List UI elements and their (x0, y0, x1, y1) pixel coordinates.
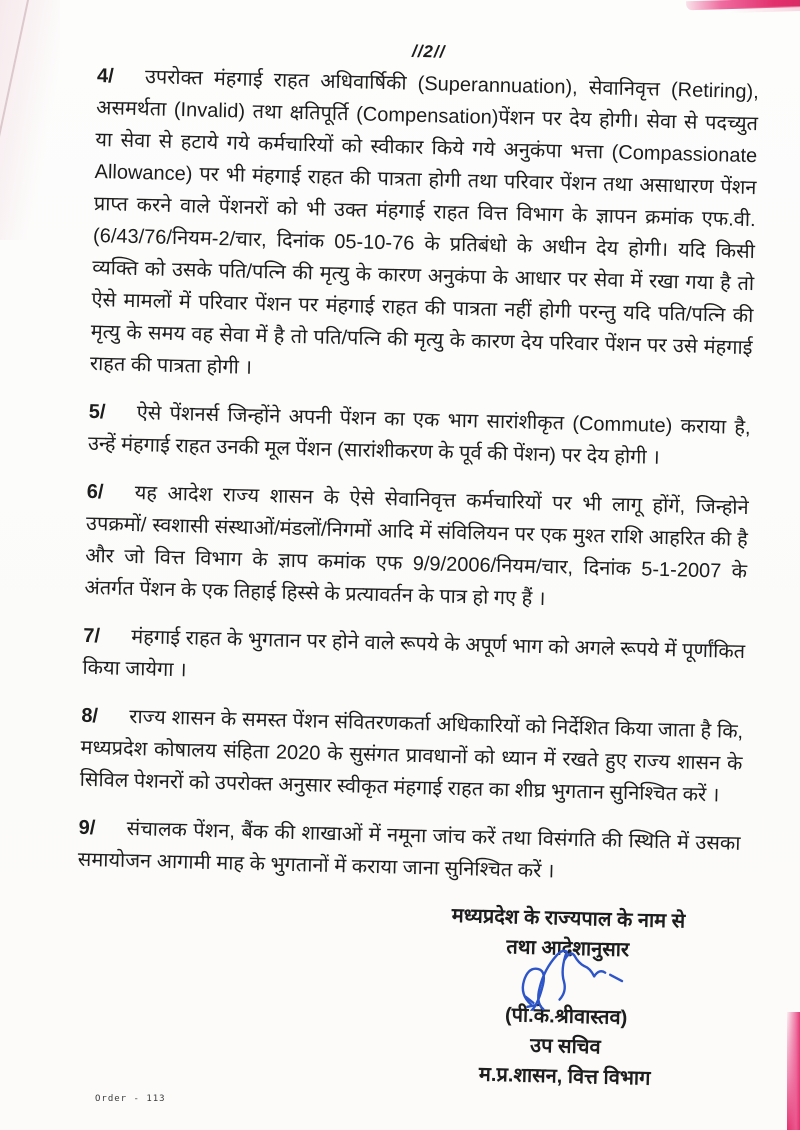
paragraph-text: उपरोक्त मंहगाई राहत अधिवार्षिकी (Superannuation), सेवानिवृत्त (Retiring), असमर्थता (Invalid) तथा क्षतिपूर्ति (Compensation)पेंशन पर देय होगी। सेवा से पदच्युत या सेवा से हटाये गये कर्मचारियों को स्वीकार किये गये अनुकंपा भत्ता (Compassionate Allowance) पर भी मंहगाई राहत की पात्रता होगी तथा परिवार पेंशन तथा असाधारण पेंशन प्राप्त करने वाले पेंशनरों को भी उक्त मंहगाई राहत वित्त विभाग के ज्ञापन क्रमांक एफ.वी. (6/43/76/नियम-2/चार, दिनांक 05-10-76 के प्रतिबंधो के अधीन देय होगी। यदि किसी व्यक्ति को उसके पति/पत्नि की मृत्यु के कारण अनुकंपा के आधार पर सेवा में रखा गया है तो ऐसे मामलों में परिवार पेंशन पर मंहगाई राहत की पात्रता नहीं होगी परन्तु यदि पति/पत्नि की मृत्यु के समय वह सेवा में है तो पति/पत्नि की मृत्यु के कारण देय परिवार पेंशन पर उसे मंहगाई राहत की पात्रता होगी । (89, 66, 760, 379)
signatory-department: म.प्र.शासन, वित्त विभाग (478, 1063, 651, 1090)
paragraph-number: 4/ (96, 64, 114, 88)
order-paragraph-7 (82, 620, 745, 700)
order-reference: Order - 113 (95, 1094, 166, 1104)
scan-edge-rightbottom-strip (787, 1012, 800, 1130)
signatory-name: (पी.के.श्रीवास्तव) (504, 1004, 628, 1030)
paragraph-text: यह आदेश राज्य शासन के ऐसे सेवानिवृत्त कर्मचारियों पर भी लागू होंगें, जिन्होने उपक्रमों/ स्वशासी संस्थाओं/मंडलों/निगमों आदि में संविलियन पर एक मुश्त राशि आहरित की है और जो वित्त विभाग के ज्ञाप कमांक एफ 9/9/2006/नियम/चार, दिनांक 5-1-2007 के अंतर्गत पेंशन के एक तिहाई हिस्से के प्रत्यावर्तन के पात्र हो गए हैं । (84, 482, 749, 611)
page-number: //2// (411, 41, 446, 62)
scan-edge-topleft-line (0, 0, 32, 231)
document-content (72, 34, 759, 1096)
signature-ink (396, 944, 737, 1016)
scan-edge-topright-fade (730, 6, 800, 13)
paragraph-number: 7/ (83, 624, 101, 648)
paragraph-number: 9/ (78, 816, 96, 840)
paragraph-number: 6/ (86, 480, 104, 504)
order-paragraph-8 (79, 700, 743, 812)
order-paragraph-9 (77, 812, 740, 892)
order-paragraph-5 (88, 396, 751, 476)
paragraph-number: 8/ (81, 704, 99, 728)
signature-byorder-line: तथा आदेशानुसार (506, 936, 630, 962)
signature-block (394, 900, 738, 1096)
paragraph-text: मंहगाई राहत के भुगतान पर होने वाले रूपये के अपूर्ण भाग को अगले रूपये में पूर्णांकित किया जायेगा । (82, 625, 746, 682)
signatory-designation: उप सचिव (529, 1034, 601, 1059)
signature-authority-line: मध्यप्रदेश के राज्यपाल के नाम से (451, 904, 686, 933)
paragraph-text: ऐसे पेंशनर्स जिन्होंने अपनी पेंशन का एक भाग सारांशीकृत (Commute) कराया है, उन्हें मंहगाई राहत उनकी मूल पेंशन (सारांशीकरण के पूर्व की पेंशन) पर देय होगी । (87, 402, 751, 469)
order-paragraph-6 (84, 476, 749, 620)
paragraph-text: संचालक पेंशन, बैंक की शाखाओं में नमूना जांच करें तथा विसंगति की स्थिति में उसका समायोजन आगामी माह के भुगतानों में कराया जाना सुनिश्चित करें । (77, 817, 741, 883)
order-paragraph-4 (90, 60, 760, 396)
paragraph-number: 5/ (88, 400, 106, 424)
scan-edge-topleft-tint (0, 0, 60, 240)
paragraph-text: राज्य शासन के समस्त पेंशन संवितरणकर्ता अधिकारियों को निर्देशित किया जाता है कि, मध्यप्रदेश कोषालय संहिता 2020 के सुसंगत प्रावधानों को ध्यान में रखते हुए राज्य शासन के सिविल पेशनरों को उपरोक्त अनुसार स्वीकृत मंहगाई राहत का शीघ्र भुगतान सुनिश्चित करें । (79, 705, 744, 807)
